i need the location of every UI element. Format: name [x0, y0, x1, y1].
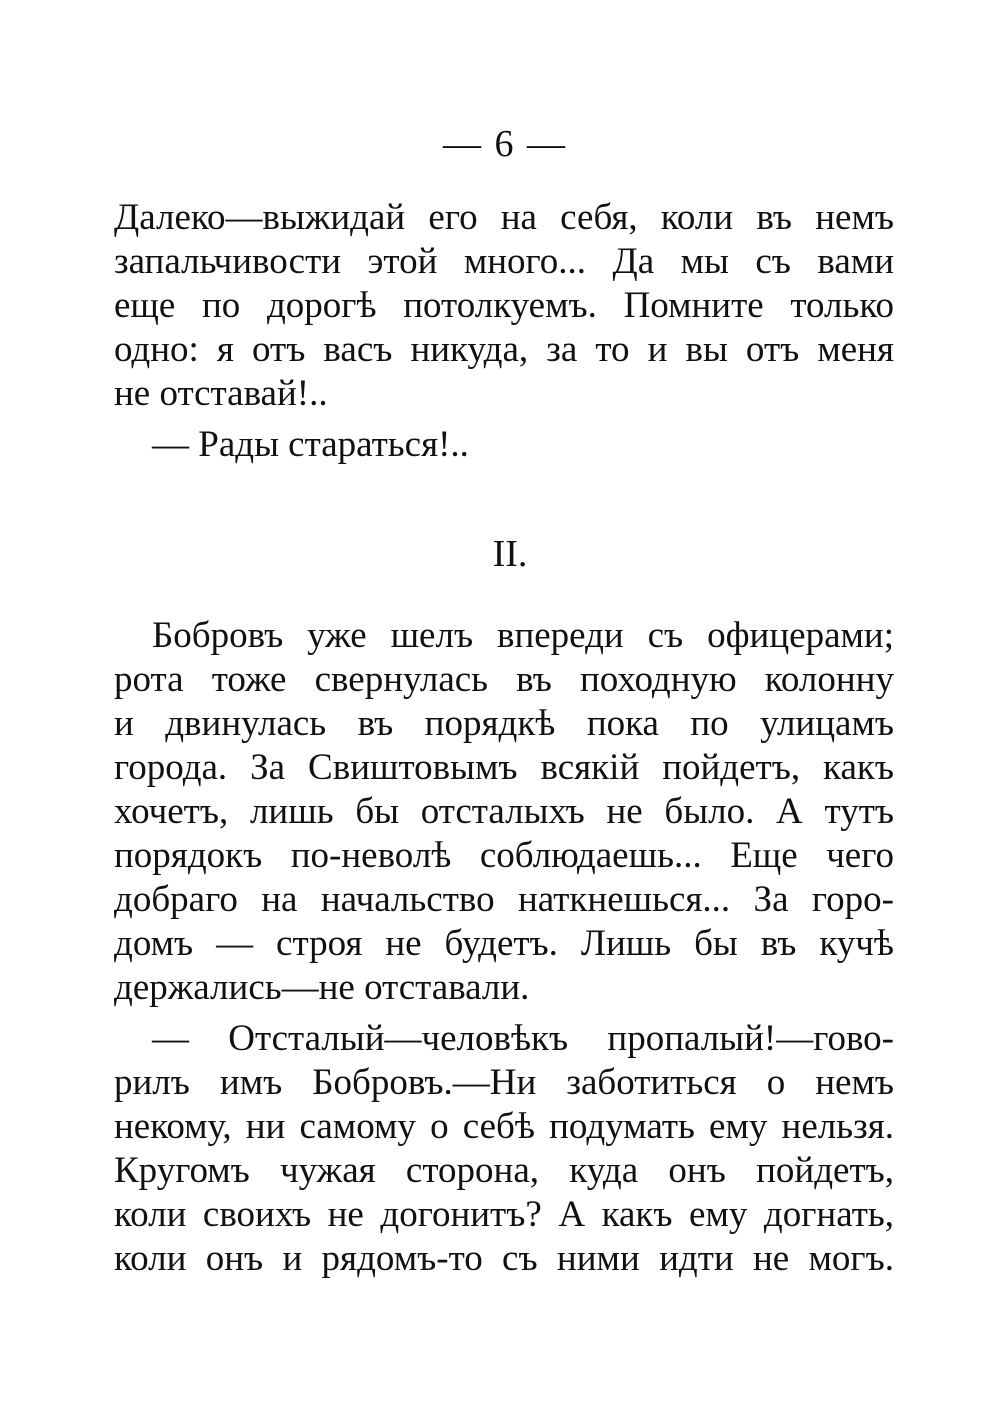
text-line: домъ — строя не будетъ. Лишь бы въ кучѣ — [114, 923, 894, 964]
paragraph — [114, 196, 894, 416]
text-line: запальчивости этой много... Да мы съ вами — [114, 241, 894, 282]
text-line: держались—не отставали. — [114, 967, 530, 1008]
text-line: порядокъ по-неволѣ соблюдаешь... Еще чего — [114, 835, 894, 876]
text-line: Кругомъ чужая сторона, куда онъ пойдетъ, — [114, 1150, 894, 1191]
text-line: коли своихъ не догонитъ? А какъ ему догнать, — [114, 1194, 894, 1235]
text-line: хочетъ, лишь бы отсталыхъ не было. А тутъ — [114, 791, 894, 832]
text-line: и двинулась въ порядкѣ пока по улицамъ — [114, 703, 894, 744]
text-line: коли онъ и рядомъ-то съ ними идти не могъ. — [114, 1238, 894, 1279]
text-line: города. За Свиштовымъ всякій пойдетъ, какъ — [114, 747, 894, 788]
text-line: рилъ имъ Бобровъ.—Ни заботиться о немъ — [114, 1062, 894, 1103]
text-block-bottom — [114, 614, 894, 1281]
paragraph-gap — [114, 1010, 894, 1017]
text-line: Далеко—выжидай его на себя, коли въ немъ — [114, 197, 894, 238]
page-number: — 6 — — [443, 123, 567, 165]
text-line: еще по дорогѣ потолкуемъ. Помните только — [114, 285, 894, 326]
section-heading: II. — [492, 533, 528, 575]
text-line: некому, ни самому о себѣ подумать ему нельзя. — [114, 1106, 894, 1147]
text-line: рота тоже свернулась въ походную колонну — [114, 659, 894, 700]
text-line: — Отсталый—человѣкъ пропалый!—гово- — [152, 1018, 894, 1059]
text-line: одно: я отъ васъ никуда, за то и вы отъ меня — [114, 329, 894, 370]
text-line: Бобровъ уже шелъ впереди съ офицерами; — [152, 615, 894, 656]
text-block-top — [114, 196, 894, 467]
text-line: добраго на начальство наткнешься... За горо- — [114, 879, 894, 920]
paragraph — [114, 1017, 894, 1281]
dialogue-line: — Рады стараться!.. — [152, 424, 469, 465]
text-line: не отставай!.. — [114, 373, 328, 414]
paragraph — [114, 614, 894, 1010]
paragraph-gap — [114, 416, 894, 423]
